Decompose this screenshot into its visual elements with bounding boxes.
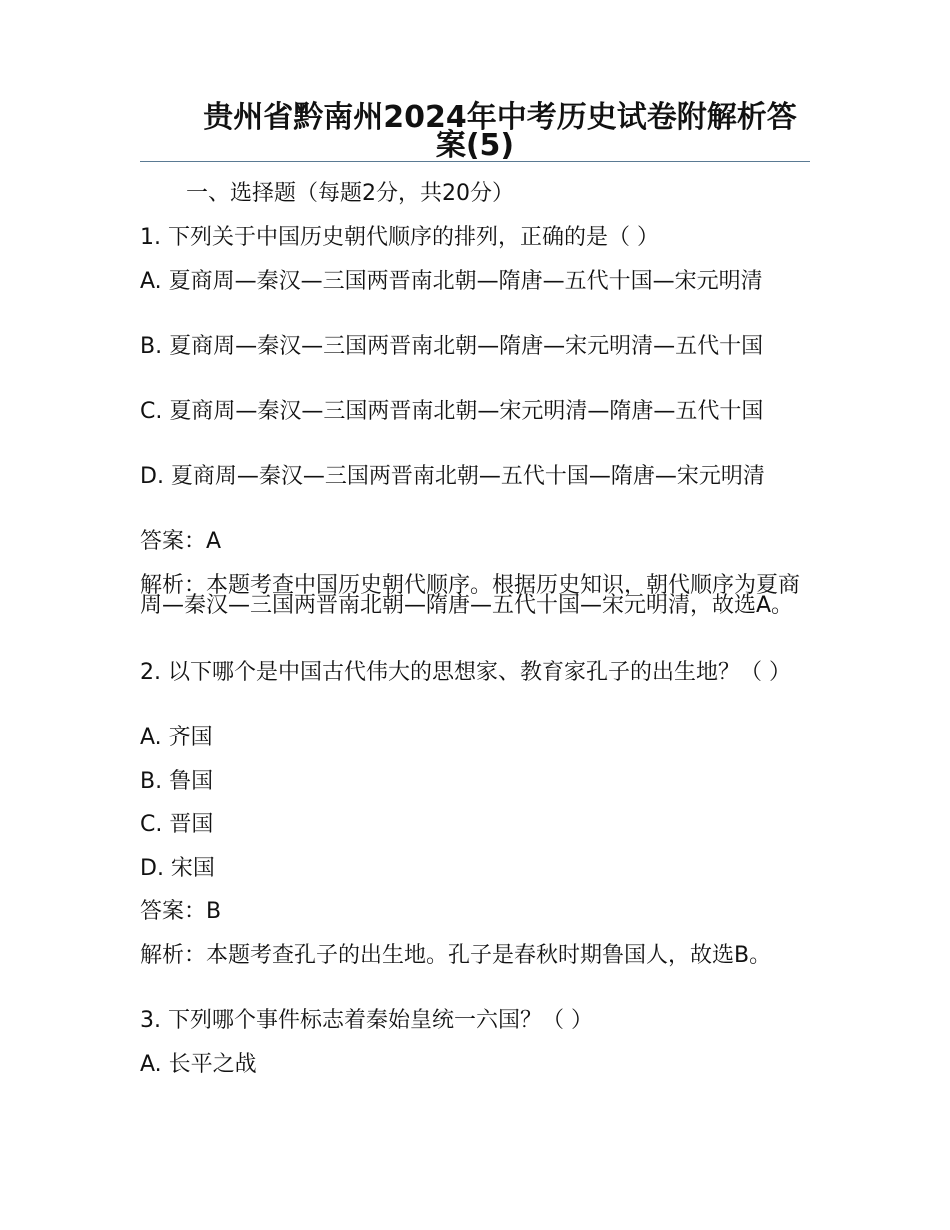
document-title: 贵州省黔南州2024年中考历史试卷附解析答案(5) (203, 100, 797, 163)
question-1-option-a: A. 夏商周—秦汉—三国两晋南北朝—隋唐—五代十国—宋元明清 (140, 269, 763, 294)
question-1-option-b: B. 夏商周—秦汉—三国两晋南北朝—隋唐—宋元明清—五代十国 (140, 334, 764, 359)
question-2-stem: 2. 以下哪个是中国古代伟大的思想家、教育家孔子的出生地？（ ） (140, 660, 791, 685)
title-divider (140, 161, 810, 162)
question-3-stem: 3. 下列哪个事件标志着秦始皇统一六国？（ ） (140, 1008, 593, 1033)
question-1-option-c: C. 夏商周—秦汉—三国两晋南北朝—宋元明清—隋唐—五代十国 (140, 399, 764, 424)
question-2-option-b: B. 鲁国 (140, 769, 214, 794)
question-1-analysis: 解析：本题考查中国历史朝代顺序。根据历史知识，朝代顺序为夏商周—秦汉—三国两晋南北朝—隋唐—五代十国—宋元明清，故选A。 (140, 573, 801, 618)
section-heading: 一、选择题（每题2分，共20分） (186, 181, 514, 206)
question-1-option-d: D. 夏商周—秦汉—三国两晋南北朝—五代十国—隋唐—宋元明清 (140, 464, 765, 489)
question-3-option-a: A. 长平之战 (140, 1052, 257, 1077)
question-2-analysis: 解析：本题考查孔子的出生地。孔子是春秋时期鲁国人，故选B。 (140, 943, 772, 968)
question-2-option-d: D. 宋国 (140, 856, 215, 881)
question-2-option-a: A. 齐国 (140, 725, 213, 750)
question-1-answer: 答案：A (140, 529, 222, 554)
question-2-option-c: C. 晋国 (140, 812, 214, 837)
question-1-stem: 1. 下列关于中国历史朝代顺序的排列，正确的是（ ） (140, 225, 659, 250)
question-2-answer: 答案：B (140, 899, 222, 924)
